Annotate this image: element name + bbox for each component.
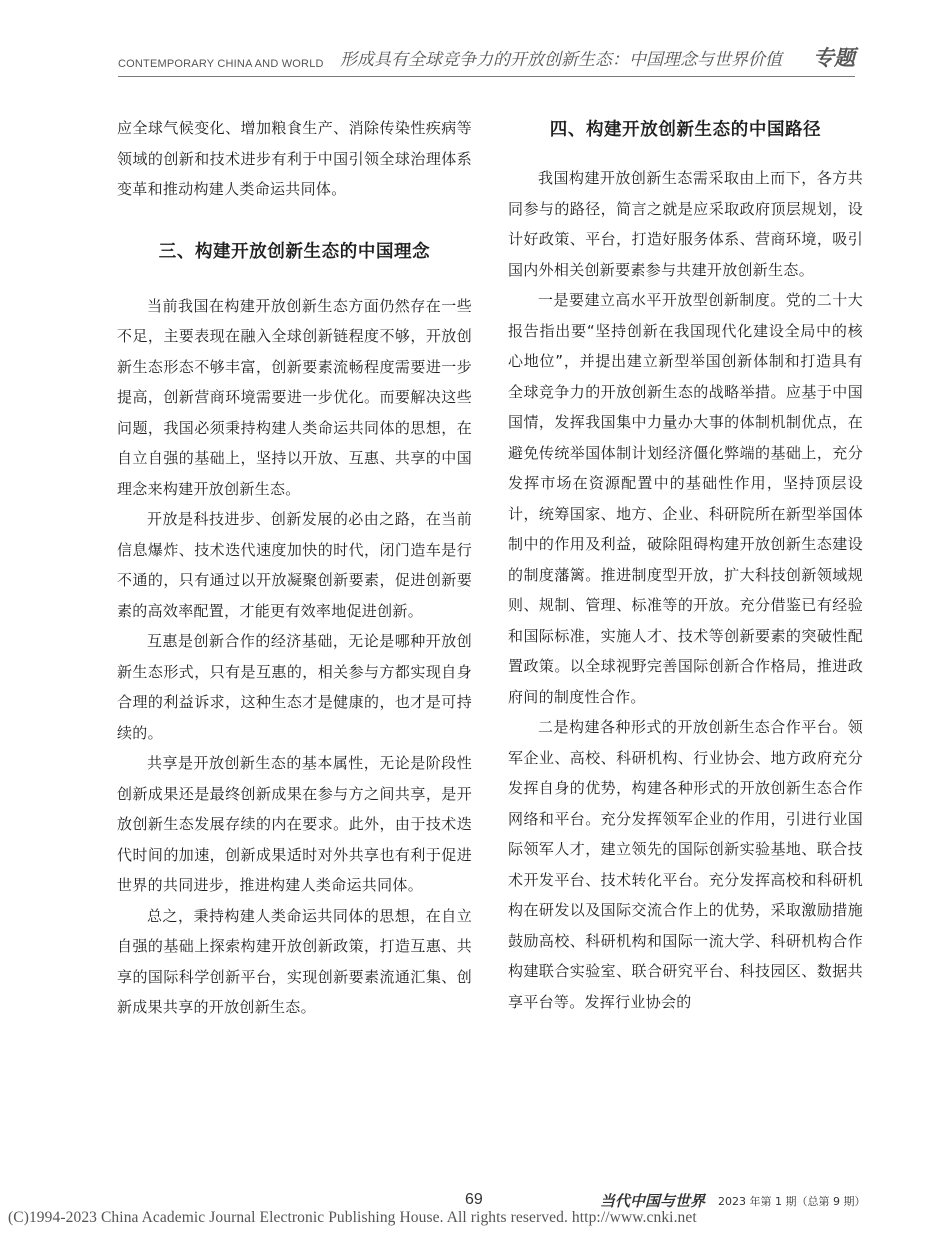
- magazine-name: 当代中国与世界: [600, 1192, 706, 1210]
- article-running-title: 形成具有全球竞争力的开放创新生态：中国理念与世界价值: [340, 50, 782, 70]
- paragraph: 开放是科技进步、创新发展的必由之路，在当前信息爆炸、技术迭代速度加快的时代，闭门造车是行不通的，只有通过以开放凝聚创新要素，促进创新要素的高效率配置，才能更有效率地促进创新。: [117, 510, 472, 620]
- section-heading-3: 三、构建开放创新生态的中国理念: [158, 241, 431, 262]
- running-header: [118, 44, 855, 77]
- paragraph-continued: 应全球气候变化、增加粮食生产、消除传染性疾病等领域的创新和技术进步有利于中国引领全球治理体系变革和推动构建人类命运共同体。: [117, 119, 472, 198]
- paragraph: 当前我国在构建开放创新生态方面仍然存在一些不足，主要表现在融入全球创新链程度不够，开放创新生态形态不够丰富，创新要素流畅程度需要进一步提高，创新营商环境需要进一步优化。而要解决这些问题，我国必须秉持构建人类命运共同体的思想，在自立自强的基础上，坚持以开放、互惠、共享的中国理念来构建开放创新生态。: [117, 296, 472, 498]
- paragraph: 我国构建开放创新生态需采取由上而下，各方共同参与的路径，简言之就是应采取政府顶层规划，设计好政策、平台，打造好服务体系、营商环境，吸引国内外相关创新要素参与共建开放创新生态。: [508, 169, 863, 279]
- page-number: 69: [465, 1191, 483, 1208]
- paragraph: 二是构建各种形式的开放创新生态合作平台。领军企业、高校、科研机构、行业协会、地方政府充分发挥自身的优势，构建各种形式的开放创新生态合作网络和平台。充分发挥领军企业的作用，引进行业国际领军人才，建立领先的国际创新实验基地、联合技术开发平台、技术转化平台。充分发挥高校和科研机构在研发以及国际交流合作上的优势，采取激励措施鼓励高校、科研机构和国际一流大学、科研机构合作构建联合实验室、联合研究平台、科技园区、数据共享平台等。发挥行业协会的: [508, 718, 863, 1011]
- paragraph: 一是要建立高水平开放型创新制度。党的二十大报告指出要“坚持创新在我国现代化建设全局中的核心地位”，并提出建立新型举国创新体制和打造具有全球竞争力的开放创新生态的战略举措。应基于中国国情，发挥我国集中力量办大事的体制机制优点，在避免传统举国体制计划经济僵化弊端的基础上，充分发挥市场在资源配置中的基础性作用，坚持顶层设计，统筹国家、地方、企业、科研院所在新型举国体制中的作用及利益，破除阻碍构建开放创新生态建设的制度藩篱。推进制度型开放，扩大科技创新领域规则、规制、管理、标准等的开放。充分借鉴已有经验和国际标准，实施人才、技术等创新要素的突破性配置政策。以全球视野完善国际创新合作格局，推进政府间的制度性合作。: [508, 291, 863, 706]
- paragraph: 共享是开放创新生态的基本属性，无论是阶段性创新成果还是最终创新成果在参与方之间共享，是开放创新生态发展存续的内在要求。此外，由于技术迭代时间的加速，创新成果适时对外共享也有利于促进世界的共同进步，推进构建人类命运共同体。: [117, 754, 472, 894]
- paragraph: 总之，秉持构建人类命运共同体的思想，在自立自强的基础上探索构建开放创新政策，打造互惠、共享的国际科学创新平台，实现创新要素流通汇集、创新成果共享的开放创新生态。: [117, 906, 472, 1016]
- paragraph: 互惠是创新合作的经济基础，无论是哪种开放创新生态形式，只有是互惠的，相关参与方都实现自身合理的利益诉求，这种生态才是健康的，也才是可持续的。: [117, 632, 472, 742]
- right-column: [508, 113, 863, 1017]
- section-heading-4: 四、构建开放创新生态的中国路径: [549, 120, 822, 140]
- issue-info: 2023 年第 1 期（总第 9 期）: [718, 1195, 866, 1208]
- column-tag: 专题: [813, 46, 855, 70]
- left-column: [117, 113, 472, 1023]
- journal-english-name: CONTEMPORARY CHINA AND WORLD: [118, 58, 324, 70]
- copyright-line: (C)1994-2023 China Academic Journal Electronic Publishing House. All rights reserved. http://www.cnki.net: [8, 1209, 697, 1226]
